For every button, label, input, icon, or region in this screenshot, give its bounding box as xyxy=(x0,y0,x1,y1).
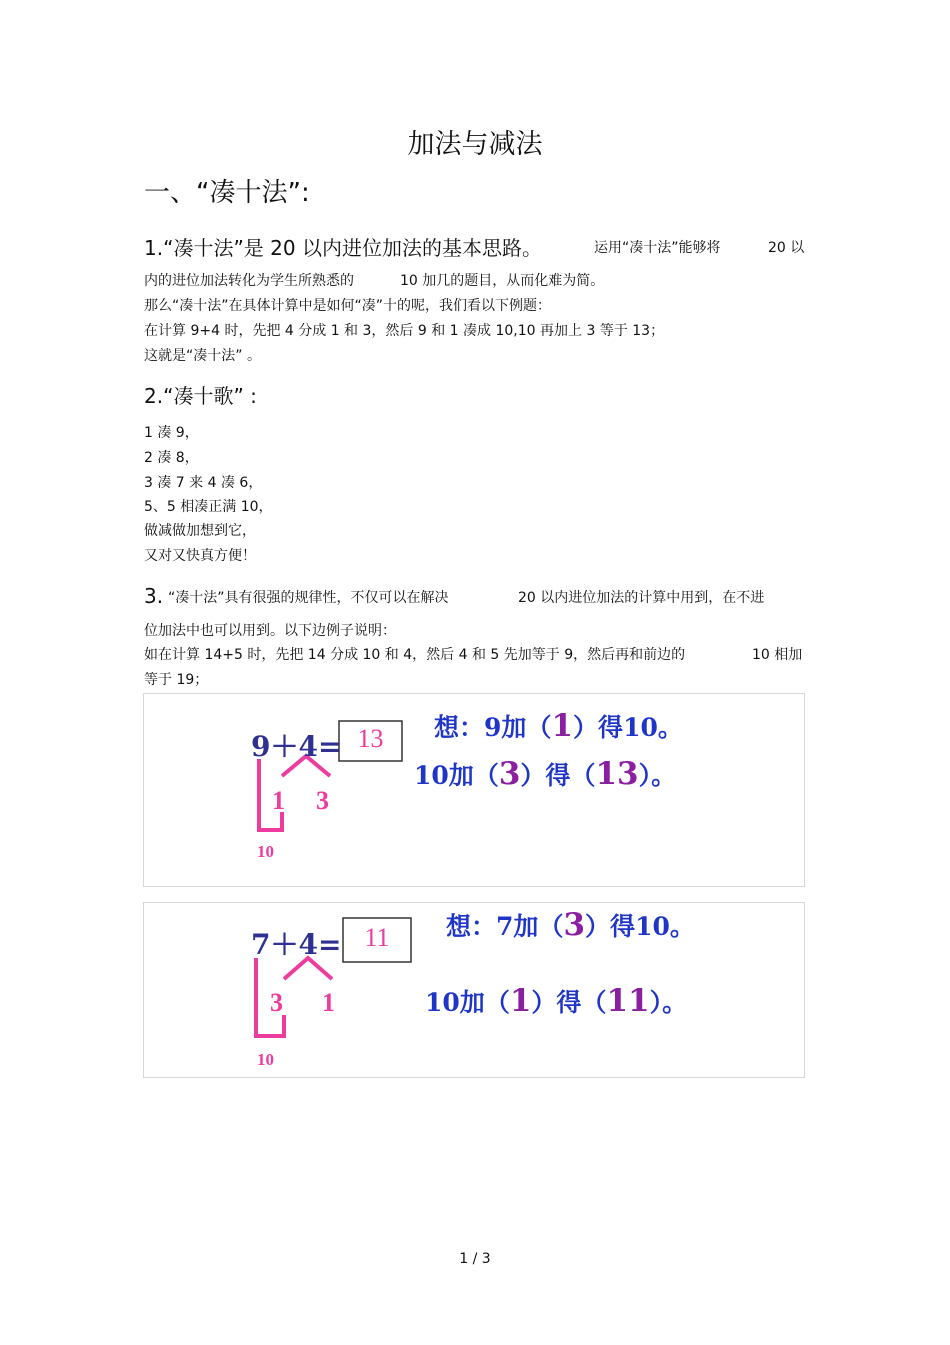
paren-close: ） xyxy=(573,713,599,742)
song-line-6: 又对又快真方便！ xyxy=(144,548,256,564)
song-line-1: 1 凑 9， xyxy=(144,425,199,441)
think-label: 想： xyxy=(446,912,497,941)
section-heading-1: 一、“凑十法”: xyxy=(144,178,310,208)
example-1-answer: 13 xyxy=(357,724,384,753)
think-num: 9 xyxy=(484,713,502,742)
p3-line4: 等于 19； xyxy=(144,672,209,688)
example-2-answer: 11 xyxy=(364,923,390,952)
example-1-ten: 10 xyxy=(257,842,274,861)
get-word: 得 xyxy=(556,988,582,1017)
example-panel-1 xyxy=(143,693,805,887)
p3-line2: 位加法中也可以用到。以下边例子说明： xyxy=(144,623,396,639)
example-1-equation: 9＋4= xyxy=(251,730,342,763)
paren-open: （ xyxy=(538,912,564,941)
example-2-left: 7 xyxy=(251,928,271,961)
think-label: 想： xyxy=(434,713,485,742)
song-line-5: 做减做加想到它， xyxy=(144,523,256,539)
song-line-4: 5、5 相凑正满 10， xyxy=(144,499,273,515)
example-2-right: 4 xyxy=(298,928,318,961)
fill-2: 3 xyxy=(498,756,521,792)
p3-line3b: 10 相加 xyxy=(752,647,803,663)
p3-line1b: 20 以内进位加法的计算中用到，在不进 xyxy=(518,590,765,606)
example-2-equation: 7＋4= xyxy=(251,928,342,961)
add-word: 加 xyxy=(513,912,539,941)
paren-open: （ xyxy=(526,713,552,742)
ten-word: 10 xyxy=(425,988,460,1017)
add-word: 加 xyxy=(501,713,527,742)
add-word: 加 xyxy=(459,988,485,1017)
paren-close: ） xyxy=(638,761,652,790)
paren-close: ） xyxy=(649,988,663,1017)
p1-line5: 这就是“凑十法” 。 xyxy=(144,348,261,364)
example-1-result-line xyxy=(414,756,676,792)
song-line-3: 3 凑 7 来 4 凑 6， xyxy=(144,475,263,491)
p1-line4: 在计算 9+4 时，先把 4 分成 1 和 3，然后 9 和 1 凑成 10,10 再加上 3 等于 13； xyxy=(144,323,665,339)
example-1-think-line xyxy=(434,708,683,744)
fill-1: 3 xyxy=(563,907,586,943)
page-number: 1 / 3 xyxy=(459,1251,491,1267)
fill-1: 1 xyxy=(551,708,574,744)
page-title: 加法与减法 xyxy=(407,129,543,160)
get-word: 得 xyxy=(610,912,636,941)
example-1-split-a: 1 xyxy=(272,786,285,815)
song-line-2: 2 凑 8， xyxy=(144,450,199,466)
p1-line2a: 内的进位加法转化为学生所熟悉的 xyxy=(144,273,354,289)
fill-3: 13 xyxy=(595,756,639,792)
paren-close: ） xyxy=(531,988,557,1017)
fill-3: 11 xyxy=(606,983,650,1019)
end-mark: 。 xyxy=(651,761,677,790)
paren-open: （ xyxy=(484,988,510,1017)
example-panel-2 xyxy=(143,902,805,1078)
get-word: 得 xyxy=(545,761,571,790)
ten-result: 10。 xyxy=(635,912,695,941)
example-1-split-b: 3 xyxy=(316,786,329,815)
p1-lead-small: 运用“凑十法”能够将 xyxy=(594,240,721,256)
p1-line3: 那么“凑十法”在具体计算中是如何“凑”十的呢，我们看以下例题： xyxy=(144,298,552,314)
example-1-right: 4 xyxy=(298,730,318,763)
example-2-split-b: 1 xyxy=(322,988,335,1017)
example-2-split-a: 3 xyxy=(270,988,283,1017)
example-2-think-line xyxy=(446,907,695,943)
p3-line3a: 如在计算 14+5 时，先把 14 分成 10 和 4，然后 4 和 5 先加等于 9，然后再和前边的 xyxy=(144,647,686,663)
paren-open: （ xyxy=(581,988,607,1017)
p1-line2b: 10 加几的题目，从而化难为简。 xyxy=(400,273,605,289)
end-mark: 。 xyxy=(662,988,688,1017)
ten-result: 10。 xyxy=(623,713,683,742)
paren-close: ） xyxy=(520,761,546,790)
paren-open: （ xyxy=(570,761,596,790)
ten-word: 10 xyxy=(414,761,449,790)
fill-2: 1 xyxy=(509,983,532,1019)
section-heading-2: 2.“凑十歌” : xyxy=(144,384,257,408)
add-word: 加 xyxy=(448,761,474,790)
get-word: 得 xyxy=(598,713,624,742)
p1-lead: 1.“凑十法”是 20 以内进位加法的基本思路。 xyxy=(144,236,542,260)
think-num: 7 xyxy=(496,912,514,941)
example-2-result-line xyxy=(425,983,687,1019)
p3-line1a: “凑十法”具有很强的规律性，不仅可以在解决 xyxy=(168,590,449,606)
p3-num: 3. xyxy=(144,584,164,608)
example-1-left: 9 xyxy=(251,730,271,763)
paren-open: （ xyxy=(473,761,499,790)
p1-lead-num: 20 以 xyxy=(768,240,805,256)
example-2-ten: 10 xyxy=(257,1050,274,1069)
paren-close: ） xyxy=(585,912,611,941)
